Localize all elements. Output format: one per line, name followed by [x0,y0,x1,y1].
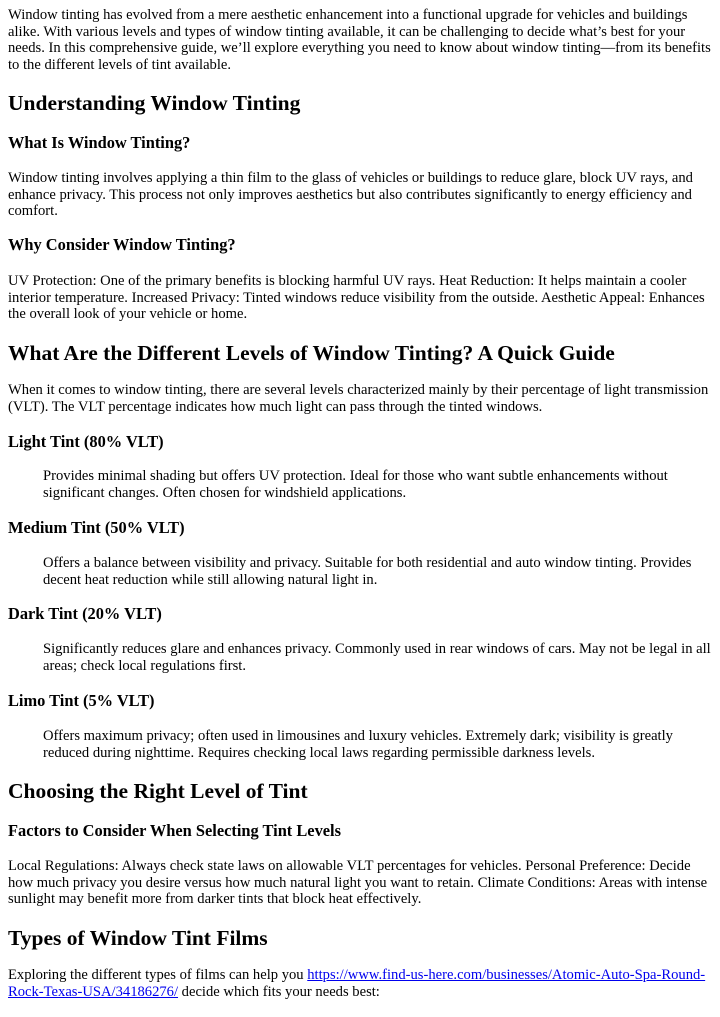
section-heading-choosing: Choosing the Right Level of Tint [8,779,308,803]
level-heading-light: Light Tint (80% VLT) [8,432,164,451]
levels-intro-paragraph: When it comes to window tinting, there are several levels characterized mainly by their percentage of light transmission (VLT). The VLT percentage indicates how much light can pass through the tinted windows. [8,382,709,415]
business-link[interactable]: https://www.find-us-here.com/businesses/Atomic-Auto-Spa-Round-Rock-Texas-USA/34186276/ [8,967,706,1000]
types-text-after: decide which fits your needs best: [178,983,380,1000]
level-heading-medium: Medium Tint (50% VLT) [8,518,185,537]
what-is-paragraph: Window tinting involves applying a thin film to the glass of vehicles or buildings to reduce glare, block UV rays, and enhance privacy. This process not only improves aesthetics but also contributes significantly to energy efficiency and comfort. [8,170,693,220]
factors-paragraph: Local Regulations: Always check state laws on allowable VLT percentages for vehicles. Personal Preference: Decide how much privacy you desire versus how much natural light you want to retain. Climate Conditions: Areas with intense sunlight may benefit more from darker tints that block heat effectively. [8,858,708,908]
level-text-light: Provides minimal shading but offers UV protection. Ideal for those who want subtle enhancements without significant changes. Often chosen for windshield applications. [43,468,668,501]
section-heading-types: Types of Window Tint Films [8,926,268,950]
subheading-factors: Factors to Consider When Selecting Tint Levels [8,821,341,840]
types-paragraph [8,967,712,1000]
section-heading-understanding: Understanding Window Tinting [8,91,301,115]
why-consider-paragraph: UV Protection: One of the primary benefits is blocking harmful UV rays. Heat Reduction: It helps maintain a cooler interior temperature. Increased Privacy: Tinted windows reduce visibility from the outside. Aesthetic Appeal: Enhances the overall look of your vehicle or home. [8,273,705,323]
level-heading-limo: Limo Tint (5% VLT) [8,691,155,710]
level-text-limo: Offers maximum privacy; often used in limousines and luxury vehicles. Extremely dark; visibility is greatly reduced during nighttime. Requires checking local laws regarding permissible darkness levels. [43,728,673,761]
subheading-why-consider: Why Consider Window Tinting? [8,235,236,254]
types-text-before: Exploring the different types of films can help you [8,967,308,983]
level-heading-dark: Dark Tint (20% VLT) [8,604,162,623]
level-text-dark: Significantly reduces glare and enhances privacy. Commonly used in rear windows of cars. May not be legal in all areas; check local regulations first. [43,641,711,674]
subheading-what-is: What Is Window Tinting? [8,133,191,152]
section-heading-levels: What Are the Different Levels of Window Tinting? A Quick Guide [8,341,615,365]
intro-paragraph: Window tinting has evolved from a mere aesthetic enhancement into a functional upgrade for vehicles and buildings alike. With various levels and types of window tinting available, it can be challenging to decide what’s best for your needs. In this comprehensive guide, we’ll explore everything you need to know about window tinting—from its benefits to the different levels of tint available. [8,7,711,74]
level-text-medium: Offers a balance between visibility and privacy. Suitable for both residential and auto window tinting. Provides decent heat reduction while still allowing natural light in. [43,555,692,588]
